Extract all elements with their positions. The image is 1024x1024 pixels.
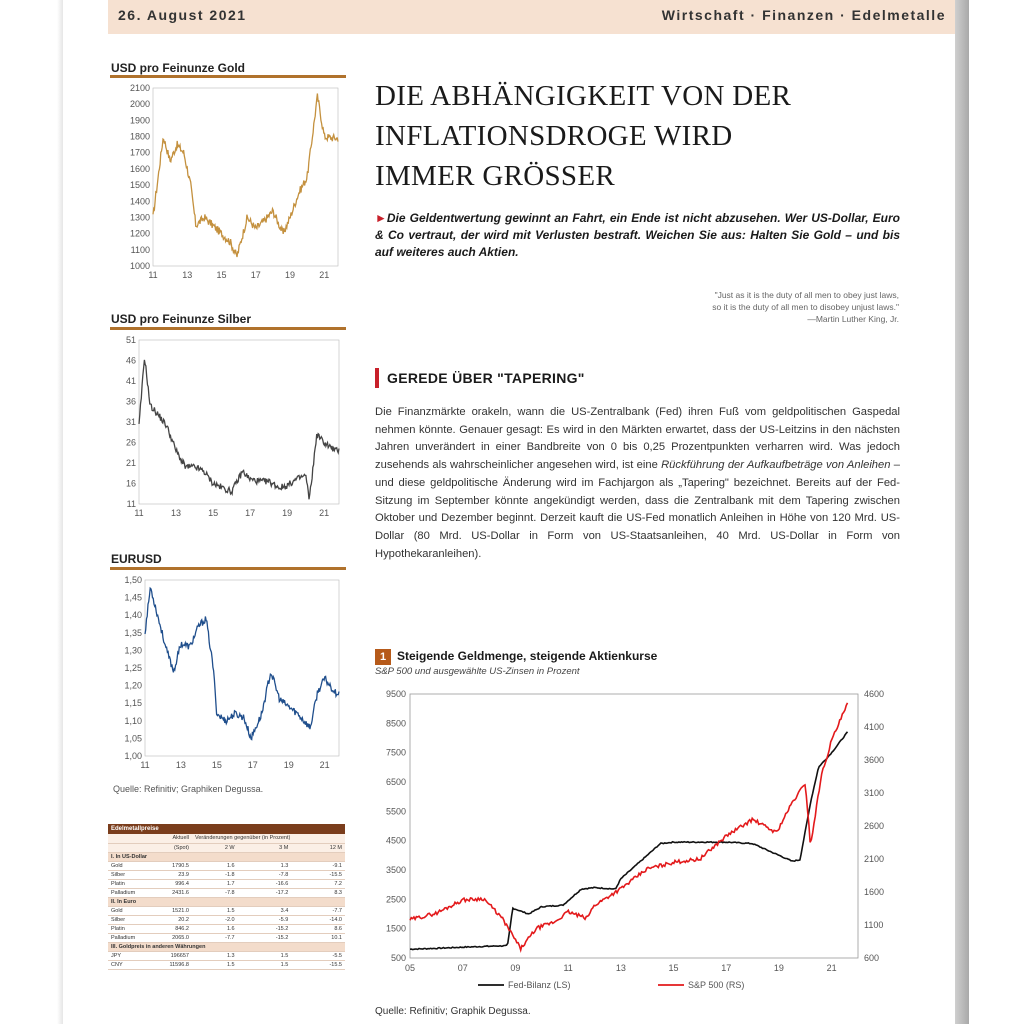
- table-row: [108, 924, 345, 933]
- body-text-italic: Rückführung der Aufkaufbeträge von Anleihen: [661, 459, 891, 472]
- table-cell: Veränderungen gegenüber (in Prozent): [192, 834, 345, 843]
- silver-y-tick-label: 41: [125, 376, 136, 386]
- side-charts-source: Quelle: Refinitiv; Graphiken Degussa.: [113, 784, 264, 794]
- eurusd-y-tick-label: 1,30: [124, 645, 142, 656]
- gold-plot-frame: [153, 88, 338, 266]
- eurusd-x-tick-label: 11: [140, 760, 150, 770]
- silver-price-chart: [103, 332, 353, 528]
- big-x-tick-label: 13: [615, 963, 626, 973]
- table-cell: 3.4: [238, 906, 292, 915]
- gold-chart-rule: [110, 75, 346, 78]
- table-cell: 12 M: [291, 843, 345, 852]
- gold-x-tick-label: 15: [216, 270, 227, 280]
- series-line-sp500: [410, 703, 848, 950]
- silver-x-tick-label: 11: [134, 508, 144, 518]
- table-cell: 1.5: [238, 960, 292, 969]
- headline-line-3: IMMER GRÖSSER: [375, 160, 615, 192]
- big-y-right-tick-label: 600: [864, 953, 880, 963]
- table-row: [108, 888, 345, 897]
- eurusd-y-tick-label: 1,05: [124, 733, 142, 744]
- page-edge-shadow: [955, 0, 969, 1024]
- price-table-title: Edelmetallpreise: [108, 824, 345, 834]
- eurusd-y-tick-label: 1,50: [124, 575, 142, 585]
- big-y-right-tick-label: 4600: [864, 689, 885, 699]
- big-y-right-tick-label: 3600: [864, 755, 885, 765]
- gold-y-tick-label: 1300: [129, 212, 150, 223]
- big-y-left-tick-label: 7500: [385, 747, 406, 758]
- table-cell: -7.7: [291, 906, 345, 915]
- table-cell: 196657: [154, 951, 192, 960]
- big-y-right-tick-label: 2600: [864, 821, 885, 831]
- table-row: [108, 951, 345, 960]
- legend-label: S&P 500 (RS): [688, 980, 745, 990]
- silver-y-tick-label: 36: [125, 396, 136, 407]
- gold-y-tick-label: 1900: [129, 115, 150, 126]
- table-header-row: [108, 843, 345, 852]
- table-cell: 1521.0: [154, 906, 192, 915]
- body-text-part-1: Die Finanzmärkte orakeln, wann die US-Zentralbank (Fed) ihren Fuß vom geldpolitischen Gaspedal nehmen könnte. Genauer gesagt: Es wird in den Märkten erwartet, dass der US-Leitzins in den nächsten Jahren unverändert in einer Bandbreite von 0 bis 0,25 Prozentpunkten verharren wird. Was jedoch zusehends als wahrscheinlicher angesehen wird, ist eine: [375, 406, 900, 472]
- eurusd-y-tick-label: 1,00: [124, 751, 142, 761]
- big-y-left-tick-label: 4500: [385, 835, 406, 846]
- big-y-left-tick-label: 5500: [385, 806, 406, 817]
- table-cell: (Spot): [154, 843, 192, 852]
- table-section-row: [108, 942, 345, 951]
- header-date: 26. August 2021: [118, 7, 247, 23]
- table-row: [108, 861, 345, 870]
- table-cell: -16.6: [238, 879, 292, 888]
- lead-text: Die Geldentwertung gewinnt an Fahrt, ein Ende ist nicht abzusehen. Wer US-Dollar, Euro & Co vertraut, der wird mit Verlusten bestraft. Weichen Sie aus: Halten Sie Gold – und bis auf weiteres auch Aktien.: [375, 211, 900, 259]
- big-y-right-tick-label: 2100: [864, 854, 885, 864]
- gold-y-tick-label: 1200: [129, 228, 150, 239]
- table-cell: [108, 843, 154, 852]
- gold-series-line: [153, 94, 338, 258]
- silver-chart-rule: [110, 327, 346, 330]
- big-x-tick-label: 09: [510, 963, 521, 973]
- gold-y-tick-label: 1500: [129, 180, 150, 191]
- silver-y-tick-label: 26: [125, 437, 136, 448]
- gold-y-tick-label: 1100: [130, 244, 150, 255]
- price-table: [108, 824, 345, 970]
- table-row: [108, 915, 345, 924]
- gold-chart-title: USD pro Feinunze Gold: [111, 61, 245, 75]
- table-cell: CNY: [108, 960, 154, 969]
- big-y-right-tick-label: 1600: [864, 887, 885, 897]
- headline-line-2: INFLATIONSDROGE WIRD: [375, 120, 733, 152]
- big-y-left-tick-label: 2500: [385, 894, 406, 905]
- article-quote: [583, 289, 899, 325]
- big-x-tick-label: 07: [457, 963, 468, 973]
- silver-x-tick-label: 13: [171, 508, 182, 518]
- document-page: [63, 0, 955, 1024]
- table-cell: -15.5: [291, 960, 345, 969]
- silver-series-line: [139, 360, 339, 499]
- table-cell: 1.3: [192, 951, 238, 960]
- table-cell: [108, 834, 154, 843]
- table-cell: Platin: [108, 879, 154, 888]
- big-y-right-tick-label: 3100: [864, 788, 885, 798]
- big-y-left-tick-label: 500: [390, 953, 406, 963]
- figure-source: Quelle: Refinitiv; Graphik Degussa.: [375, 1006, 531, 1017]
- table-cell: -15.2: [238, 924, 292, 933]
- silver-y-tick-label: 21: [125, 458, 136, 468]
- big-plot-frame: [410, 694, 858, 958]
- article-headline: [375, 76, 895, 196]
- page-header: [108, 0, 955, 34]
- table-cell: 7.2: [291, 879, 345, 888]
- table-cell: 2065.0: [154, 933, 192, 942]
- table-cell: -5.9: [238, 915, 292, 924]
- gold-y-tick-label: 1600: [129, 163, 150, 174]
- gold-y-tick-label: 1800: [129, 131, 150, 142]
- table-cell: -7.8: [238, 870, 292, 879]
- big-y-right-tick-label: 4100: [864, 722, 885, 732]
- table-cell: -15.2: [238, 933, 292, 942]
- big-y-left-tick-label: 8500: [385, 718, 406, 729]
- gold-x-tick-label: 11: [148, 270, 158, 280]
- table-cell: 3 M: [238, 843, 292, 852]
- table-cell: -15.5: [291, 870, 345, 879]
- table-cell: Aktuell: [154, 834, 192, 843]
- gold-price-chart: [103, 80, 353, 290]
- silver-y-tick-label: 46: [125, 355, 136, 366]
- table-cell: Silber: [108, 870, 154, 879]
- eurusd-x-tick-label: 13: [175, 760, 186, 770]
- table-cell: 1.7: [192, 879, 238, 888]
- table-header-row: [108, 834, 345, 843]
- big-x-tick-label: 17: [721, 963, 732, 973]
- table-cell: 1.5: [238, 951, 292, 960]
- gold-x-tick-label: 13: [182, 270, 193, 280]
- big-x-tick-label: 21: [826, 963, 837, 973]
- eurusd-y-tick-label: 1,10: [124, 715, 142, 726]
- table-cell: 846.2: [154, 924, 192, 933]
- big-y-left-tick-label: 9500: [385, 689, 406, 699]
- quote-line-2: so it is the duty of all men to disobey unjust laws.": [712, 302, 899, 312]
- headline-line-1: DIE ABHÄNGIGKEIT VON DER: [375, 80, 792, 112]
- table-cell: 2431.6: [154, 888, 192, 897]
- big-x-tick-label: 05: [404, 963, 416, 973]
- table-cell: 11596.8: [154, 960, 192, 969]
- gold-y-tick-label: 1000: [129, 261, 150, 271]
- silver-x-tick-label: 17: [245, 508, 256, 518]
- table-section-label: I. In US-Dollar: [108, 852, 345, 861]
- legend-label: Fed-Bilanz (LS): [508, 980, 571, 990]
- table-cell: -14.0: [291, 915, 345, 924]
- table-row: [108, 960, 345, 969]
- table-cell: Palladium: [108, 888, 154, 897]
- silver-x-tick-label: 19: [282, 508, 293, 518]
- gold-x-tick-label: 19: [285, 270, 296, 280]
- table-cell: Gold: [108, 906, 154, 915]
- silver-y-tick-label: 11: [126, 499, 136, 509]
- silver-chart-title: USD pro Feinunze Silber: [111, 312, 252, 326]
- eurusd-y-tick-label: 1,40: [124, 610, 142, 621]
- table-section-row: [108, 897, 345, 906]
- quote-line-1: "Just as it is the duty of all men to obey just laws,: [714, 290, 899, 300]
- table-row: [108, 906, 345, 915]
- eurusd-x-tick-label: 19: [283, 760, 294, 770]
- gold-y-tick-label: 1400: [129, 196, 150, 207]
- eurusd-y-tick-label: 1,35: [124, 627, 142, 638]
- quote-author: —Martin Luther King, Jr.: [807, 314, 899, 324]
- gold-y-tick-label: 1700: [129, 147, 150, 158]
- series-line-fed-balance: [410, 732, 848, 950]
- table-section-row: [108, 852, 345, 861]
- table-cell: 1.5: [192, 960, 238, 969]
- table-cell: Gold: [108, 861, 154, 870]
- figure-title: Steigende Geldmenge, steigende Aktienkurse: [397, 649, 658, 663]
- section-heading: GEREDE ÜBER "TAPERING": [375, 368, 585, 388]
- gold-x-tick-label: 21: [319, 270, 330, 280]
- table-cell: -5.5: [291, 951, 345, 960]
- table-cell: Palladium: [108, 933, 154, 942]
- table-cell: 1.5: [192, 906, 238, 915]
- big-y-left-tick-label: 1500: [385, 923, 406, 934]
- table-cell: 996.4: [154, 879, 192, 888]
- figure-number: 1: [375, 649, 391, 665]
- eurusd-y-tick-label: 1,45: [124, 592, 142, 603]
- eurusd-y-tick-label: 1,15: [124, 698, 142, 709]
- article-body: [375, 404, 900, 563]
- silver-x-tick-label: 21: [319, 508, 330, 518]
- table-cell: 8.3: [291, 888, 345, 897]
- gold-y-tick-label: 2100: [129, 83, 150, 93]
- silver-y-tick-label: 16: [125, 478, 136, 489]
- table-row: [108, 879, 345, 888]
- body-text-part-2: – und diese geldpolitische Änderung wird im Fachjargon als „Tapering" bezeichnet. Bereits auf der Fed-Sitzung im September könnte angekündigt werden, dass die Zentralbank mit dem Tapering zwischen Oktober und Dezember beginnt. Derzeit kauft die US-Fed monatlich Anleihen in Höhe von 120 Mrd. US-Dollar (80 Mrd. US-Dollar in Form von US-Staatsanleihen, 40 Mrd. US-Dollar in Form von Hypothekaranleihen).: [375, 459, 900, 560]
- gold-x-tick-label: 17: [250, 270, 261, 280]
- money-stocks-chart: [368, 682, 928, 1004]
- header-section: Wirtschaft · Finanzen · Edelmetalle: [661, 7, 946, 23]
- table-cell: 1.3: [238, 861, 292, 870]
- price-table-body: [108, 834, 345, 970]
- eurusd-chart: [103, 572, 353, 782]
- eurusd-series-line: [145, 588, 339, 739]
- big-y-right-tick-label: 1100: [864, 920, 884, 930]
- table-cell: 1.6: [192, 924, 238, 933]
- table-cell: 20.2: [154, 915, 192, 924]
- figure-subtitle: S&P 500 und ausgewählte US-Zinsen in Prozent: [375, 666, 580, 677]
- big-x-tick-label: 15: [668, 963, 679, 973]
- table-section-label: II. In Euro: [108, 897, 345, 906]
- table-cell: -2.0: [192, 915, 238, 924]
- table-cell: 10.1: [291, 933, 345, 942]
- table-cell: -17.2: [238, 888, 292, 897]
- silver-y-tick-label: 51: [125, 335, 136, 345]
- table-cell: -9.1: [291, 861, 345, 870]
- table-section-label: III. Goldpreis in anderen Währungen: [108, 942, 345, 951]
- table-cell: Silber: [108, 915, 154, 924]
- table-cell: 23.9: [154, 870, 192, 879]
- table-cell: 2 W: [192, 843, 238, 852]
- eurusd-x-tick-label: 17: [247, 760, 258, 770]
- table-cell: 1790.5: [154, 861, 192, 870]
- table-cell: 1.6: [192, 861, 238, 870]
- table-row: [108, 870, 345, 879]
- big-x-tick-label: 19: [773, 963, 784, 973]
- eurusd-x-tick-label: 21: [319, 760, 330, 770]
- eurusd-chart-rule: [110, 567, 346, 570]
- gold-y-tick-label: 2000: [129, 99, 150, 110]
- table-cell: 8.6: [291, 924, 345, 933]
- table-cell: -1.8: [192, 870, 238, 879]
- big-y-left-tick-label: 3500: [385, 865, 406, 875]
- article-lead: [375, 210, 900, 261]
- eurusd-y-tick-label: 1,20: [124, 680, 142, 691]
- eurusd-y-tick-label: 1,25: [124, 663, 142, 673]
- silver-y-tick-label: 31: [125, 417, 136, 427]
- lead-arrow-icon: ►: [375, 211, 387, 225]
- eurusd-x-tick-label: 15: [211, 760, 222, 770]
- table-cell: Platin: [108, 924, 154, 933]
- table-cell: JPY: [108, 951, 154, 960]
- table-row: [108, 933, 345, 942]
- silver-x-tick-label: 15: [208, 508, 219, 518]
- big-y-left-tick-label: 6500: [385, 777, 406, 787]
- table-cell: -7.8: [192, 888, 238, 897]
- big-x-tick-label: 11: [563, 963, 573, 973]
- eurusd-chart-title: EURUSD: [111, 552, 162, 566]
- table-cell: -7.7: [192, 933, 238, 942]
